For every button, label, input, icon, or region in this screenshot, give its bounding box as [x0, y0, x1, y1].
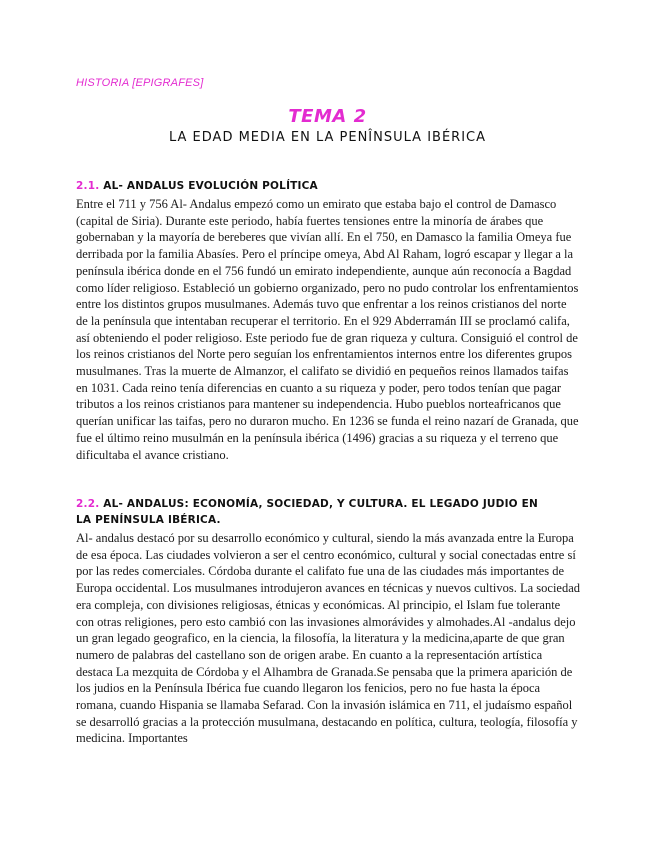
section-heading — [76, 178, 556, 194]
section-number: 2.2. — [76, 498, 100, 510]
topic-number-heading: TEMA 2 — [288, 106, 367, 127]
section-body-text: Entre el 711 y 756 Al- Andalus empezó como un emirato que estaba bajo el control de Damasco (capital de Siria). Durante este periodo, había fuertes tensiones entre la minoría de árabes que gobernaban y la mayoría de bereberes que vivían allí. En el 750, en Damasco la familia Omeya fue derribada por la familia Abasíes. Pero el príncipe omeya, Abd Al Raham, logró escapar y llegar a la península ibérica donde en el 756 fundó un emirato independiente, aunque aún reconocía a Bagdad como líder religioso. Estableció un gobierno organizado, pero no pudo controlar los enfrentamientos entre los distintos grupos musulmanes. Además tuvo que enfrentar a los reinos cristianos del norte de la península que intentaban recuperar el territorio. En el 929 Abderramán III se proclamó califa, así obteniendo el poder religioso. Este periodo fue de gran riqueza y cultura. Consiguió el control de los reinos cristianos del Norte pero seguían los enfrentamientos internos entre los diferentes grupos musulmanes. Tras la muerte de Almanzor, el califato se dividió en pequeños reinos llamados taifas en 1031. Cada reino tenía diferencias en cuanto a su riqueza y poder, pero todos tenían que pagar tributos a los reinos cristianos para mantener su independencia. Hubo pueblos norteafricanos que querían unificar las taifas, pero no duraron mucho. En 1236 se funda el reino nazarí de Granada, que fue el último reino musulmán en la península ibérica (1496) gracias a su riqueza y el terreno que dificultaba el avance cristiano. — [76, 197, 579, 462]
section-heading-text: AL- ANDALUS: ECONOMÍA, SOCIEDAD, Y CULTURA. EL LEGADO JUDIO EN LA PENÍNSULA IBÉRICA. — [76, 498, 539, 526]
document-title: LA EDAD MEDIA EN LA PENÎNSULA IBÉRICA — [168, 130, 486, 145]
section-number: 2.1. — [76, 180, 100, 192]
subject-label: HISTORIA [EPIGRAFES] — [76, 77, 204, 89]
section-heading-text: AL- ANDALUS EVOLUCIÓN POLÍTICA — [103, 180, 318, 192]
section-heading — [76, 496, 556, 528]
section-body-text: Al- andalus destacó por su desarrollo económico y cultural, siendo la más avanzada entre la Europa de esa época. Las ciudades volvieron a ser el centro económico, cultural y social conectadas entre sí por las redes comerciales. Córdoba durante el califato fue una de las ciudades más importantes de Europa occidental. Los musulmanes introdujeron avances en técnicas y nuevos cultivos. La sociedad era compleja, con divisiones religiosas, étnicas y económicas. Al principio, el Islam fue tolerante con otras religiones, pero esto cambió con las invasiones almorávides y almohades.Al -andalus dejo un gran legado geografico, en la ciencia, la filosofía, la literatura y la medicina,aparte de que gran numero de palabras del castellano son de origen arabe. En cuanto a la representación artística destaca La mezquita de Córdoba y el Alhambra de Granada.Se pensaba que la primera aparición de los judios en la Península Ibérica fue cuando llegaron los fenicios, pero no fue hasta la época romana, cuando Hispania se llamaba Sefarad. Con la invasión islámica en 711, el judaísmo español se desarrolló gracias a la protección musulmana, destacando en política, cultura, teología, filosofía y medicina. Importantes — [76, 531, 581, 746]
